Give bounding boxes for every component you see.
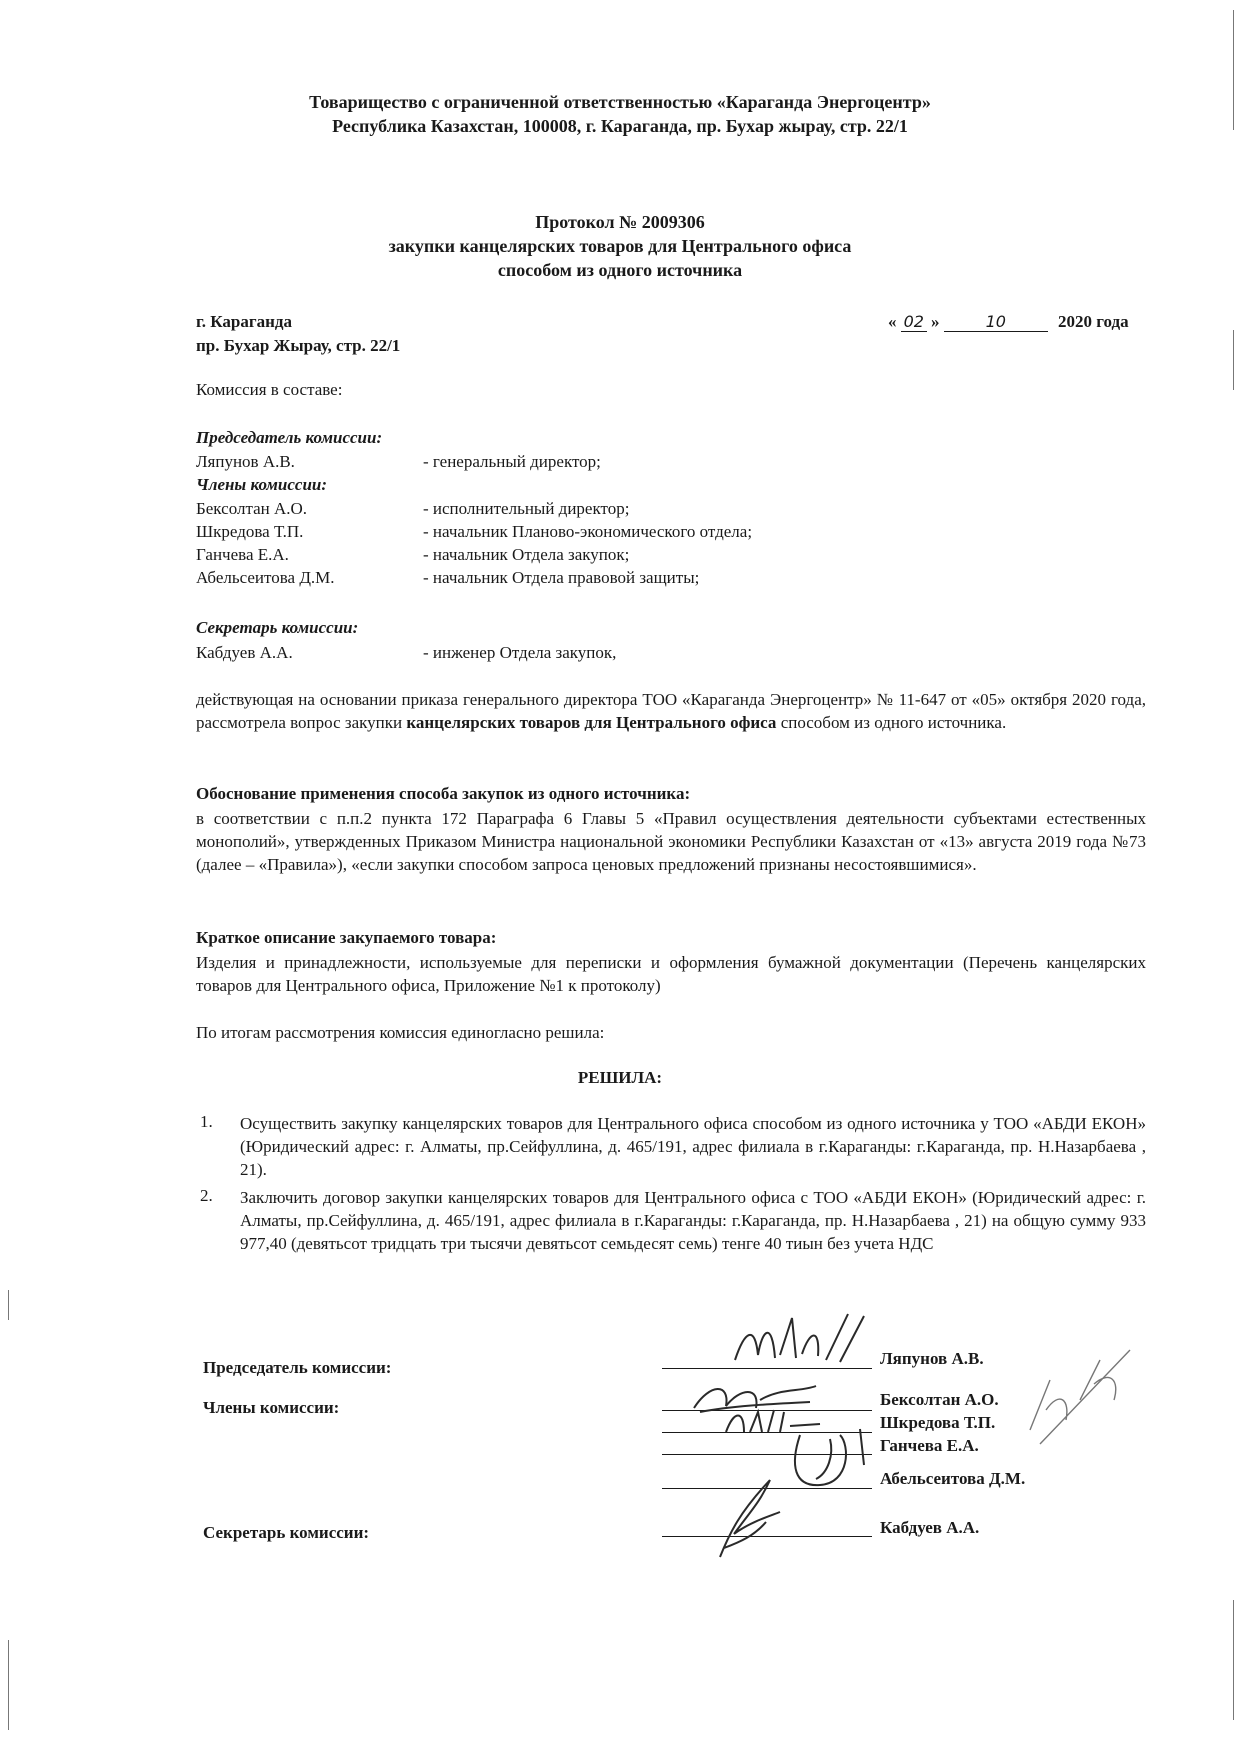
scan-margin-mark — [1233, 1600, 1234, 1720]
decision-number: 1. — [200, 1112, 213, 1131]
member-role: - начальник Отдела закупок; — [423, 545, 630, 564]
organization-name: Товарищество с ограниченной ответственностью «Караганда Энергоцентр» — [309, 92, 931, 112]
place-street: пр. Бухар Жырау, стр. 22/1 — [196, 336, 401, 355]
handwritten-signature-chair — [730, 1310, 870, 1372]
members-heading: Члены комиссии: — [196, 475, 328, 494]
signatory-name: Абельсеитова Д.М. — [880, 1469, 1026, 1488]
signature-label-members: Члены комиссии: — [203, 1398, 340, 1417]
chair-name: Ляпунов А.В. — [196, 452, 295, 471]
protocol-date — [888, 312, 1146, 338]
basis-subject: канцелярских товаров для Центрального офиса — [406, 713, 777, 732]
decision-number: 2. — [200, 1186, 213, 1205]
signature-label-secretary: Секретарь комиссии: — [203, 1523, 370, 1542]
handwritten-signature-member — [1010, 1340, 1150, 1450]
member-name: Шкредова Т.П. — [196, 522, 304, 541]
decision-heading: РЕШИЛА: — [577, 1068, 663, 1087]
scan-margin-mark — [8, 1290, 9, 1320]
member-name: Абельсеитова Д.М. — [196, 568, 335, 587]
signatory-name: Шкредова Т.П. — [880, 1413, 996, 1432]
secretary-heading: Секретарь комиссии: — [196, 618, 359, 637]
member-name: Бексолтан А.О. — [196, 499, 308, 518]
signatory-name: Бексолтан А.О. — [880, 1390, 999, 1409]
chair-heading: Председатель комиссии: — [196, 428, 383, 447]
date-open-quote: « — [888, 312, 897, 331]
description-heading: Краткое описание закупаемого товара: — [196, 928, 497, 947]
justification-text: в соответствии с п.п.2 пункта 172 Параграфа 6 Главы 5 «Правил осуществления деятельности субъектами естественных монополий», утвержденных Приказом Министра национальной экономики Республики Казахстан от «13» августа 2019 года №73 (далее – «Правила»), «если закупки способом запроса ценовых предложений признаны несостоявшимися». — [196, 809, 1146, 874]
member-role: - начальник Отдела правовой защиты; — [423, 568, 700, 587]
date-close-quote: » — [931, 312, 940, 331]
member-role: - исполнительный директор; — [423, 499, 630, 518]
place-city: г. Караганда — [196, 312, 292, 331]
scan-margin-mark — [1233, 330, 1234, 390]
basis-method: способом из одного источника. — [780, 713, 1007, 732]
member-name: Ганчева Е.А. — [196, 545, 289, 564]
chair-role: - генеральный директор; — [423, 452, 601, 471]
basis-text: действующая на основании приказа генерального директора ТОО «Караганда Энергоцентр» № 11-647 от «05» октября 2020 года, рассмотрела вопрос закупки — [196, 690, 1146, 732]
decision-text: Заключить договор закупки канцелярских товаров для Центрального офиса с ТОО «АБДИ ЕКОН» (Юридический адрес: г. Алматы, пр.Сейфуллина, д. 465/191, адрес филиала в г.Караганды: г.Караганда, пр. Н.Назарбаева , 21) на общую сумму 933 977,40 (девятьсот тридцать три тысячи девятьсот семьдесят семь) тенге 40 тиын без учета НДС — [240, 1188, 1146, 1253]
scan-margin-mark — [8, 1640, 9, 1730]
secretary-name: Кабдуев А.А. — [196, 643, 293, 662]
protocol-subtitle-line-1: закупки канцелярских товаров для Центрального офиса — [388, 236, 852, 256]
result-intro: По итогам рассмотрения комиссия единогласно решила: — [196, 1023, 605, 1042]
signature-label-chair: Председатель комиссии: — [203, 1358, 392, 1377]
scan-margin-mark — [1233, 10, 1234, 130]
date-day: 02 — [901, 312, 927, 332]
member-role: - начальник Планово-экономического отдела; — [423, 522, 753, 541]
secretary-role: - инженер Отдела закупок, — [423, 643, 617, 662]
organization-address: Республика Казахстан, 100008, г. Караганда, пр. Бухар жырау, стр. 22/1 — [332, 116, 908, 136]
signatory-name: Кабдуев А.А. — [880, 1518, 980, 1537]
signatory-name: Ляпунов А.В. — [880, 1349, 984, 1368]
commission-intro: Комиссия в составе: — [196, 380, 343, 399]
handwritten-signature-secretary — [710, 1472, 790, 1562]
description-text: Изделия и принадлежности, используемые для переписки и оформления бумажной документации (Перечень канцелярских товаров для Центрального офиса, Приложение №1 к протоколу) — [196, 953, 1146, 995]
handwritten-signature-member — [780, 1425, 880, 1495]
basis-paragraph — [196, 688, 1146, 734]
justification-heading: Обоснование применения способа закупок из одного источника: — [196, 784, 691, 803]
signatory-name: Ганчева Е.А. — [880, 1436, 979, 1455]
date-year: 2020 года — [1058, 312, 1129, 331]
decision-text: Осуществить закупку канцелярских товаров для Центрального офиса способом из одного источника у ТОО «АБДИ ЕКОН» (Юридический адрес: г. Алматы, пр.Сейфуллина, д. 465/191, адрес филиала в г.Караганды: г.Караганда, пр. Н.Назарбаева , 21). — [240, 1114, 1146, 1179]
protocol-title: Протокол № 2009306 — [535, 212, 705, 232]
protocol-subtitle-line-2: способом из одного источника — [497, 260, 743, 280]
date-month: 10 — [944, 312, 1048, 332]
